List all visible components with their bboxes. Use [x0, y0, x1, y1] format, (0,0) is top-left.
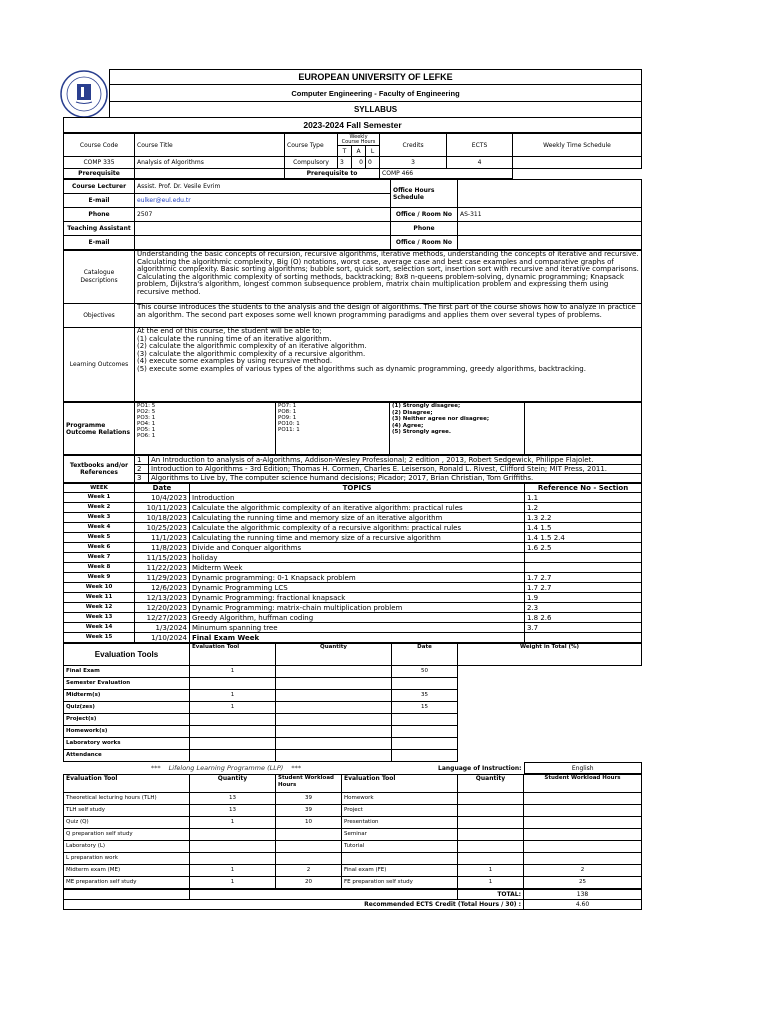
course-code-label: Course Code — [64, 134, 135, 157]
week-cell: Week 10 — [64, 583, 135, 593]
week-cell: Week 6 — [64, 543, 135, 553]
syllabus-header — [63, 69, 642, 133]
po-item: PO6: 1 — [137, 433, 156, 439]
po-item: PO5: 1 — [137, 427, 156, 433]
topics-header: TOPICS — [190, 484, 525, 493]
university-name: EUROPEAN UNIVERSITY OF LEFKE — [110, 70, 642, 85]
schedule-row — [64, 533, 642, 543]
workload-quantity-cell: 1 — [458, 877, 524, 889]
course-info-table — [63, 133, 642, 179]
workload-quantity-cell: 1 — [190, 877, 276, 889]
weekly-hours-label: Weekly Course Hours — [338, 134, 380, 146]
ta-phone-label: Phone — [391, 222, 458, 236]
po-item: PO9: 1 — [278, 415, 297, 421]
workload-tool-cell: Theoretical lecturing hours (TLH) — [64, 793, 190, 805]
workload-row — [64, 865, 642, 877]
topic-cell: Minumum spanning tree — [190, 623, 525, 633]
ects-label: ECTS — [447, 134, 513, 157]
workload-tool-cell: FE preparation self study — [342, 877, 458, 889]
eval-quantity-cell — [190, 726, 276, 738]
course-title-label: Course Title — [135, 134, 285, 157]
eval-quantity-cell — [190, 738, 276, 750]
week-cell: Week 4 — [64, 523, 135, 533]
date-cell: 12/27/2023 — [135, 613, 190, 623]
workload-quantity-cell — [458, 805, 524, 817]
course-type-label: Course Type — [285, 134, 338, 157]
schedule-row — [64, 523, 642, 533]
ects-credit-value: 4.60 — [524, 900, 642, 910]
outcome-line: (5) execute some examples of various types of the algorithms such as dynamic programming, greedy algorithms, backtracking. — [137, 364, 586, 373]
date-cell: 1/10/2024 — [135, 633, 190, 643]
workload-hours-cell — [524, 841, 642, 853]
schedule-row — [64, 633, 642, 643]
workload-tool-cell: Homework — [342, 793, 458, 805]
workload-quantity-cell — [190, 841, 276, 853]
workload-tool-cell: Seminar — [342, 829, 458, 841]
topic-cell: Dynamic Programming LCS — [190, 583, 525, 593]
document-type: SYLLABUS — [110, 102, 642, 118]
scale-item: (1) Strongly disagree; — [392, 403, 461, 409]
reference-cell: 3.7 — [525, 623, 642, 633]
eval-weight-cell: 50 — [392, 666, 458, 678]
eval-quantity-cell — [190, 714, 276, 726]
workload-row — [64, 793, 642, 805]
schedule-row — [64, 493, 642, 503]
scale-item: (5) Strongly agree. — [392, 429, 451, 435]
workload-row — [64, 877, 642, 889]
reference-cell: 1.7 2.7 — [525, 573, 642, 583]
topic-cell: Final Exam Week — [190, 633, 525, 643]
outcome-line: (2) calculate the algorithmic complexity of an iterative algorithm. — [137, 342, 367, 351]
workload-hours-header: Student Workload Hours — [524, 775, 642, 793]
topic-cell: Divide and Conquer algorithms — [190, 543, 525, 553]
schedule-row — [64, 503, 642, 513]
outcome-line: (1) calculate the running time of an iterative algorithm. — [137, 334, 332, 343]
reference-cell: 1.4 1.5 2.4 — [525, 533, 642, 543]
workload-quantity-header: Quantity — [458, 775, 524, 793]
po-item: PO11: 1 — [278, 427, 300, 433]
week-cell: Week 13 — [64, 613, 135, 623]
topic-cell: Dynamic programming: 0-1 Knapsack problem — [190, 573, 525, 583]
workload-hours-cell: 2 — [276, 865, 342, 877]
date-cell: 10/11/2023 — [135, 503, 190, 513]
workload-hours-cell — [276, 841, 342, 853]
reference-cell: 1.1 — [525, 493, 642, 503]
llp-stars: *** — [291, 763, 302, 772]
eval-date-cell — [276, 678, 392, 690]
eval-tool-cell: Final Exam — [64, 666, 190, 678]
reference-text: Algorithms to Live by, The computer science humand decisions; Picador; 2017, Brian Christian, Tom Griffiths. — [149, 474, 642, 483]
workload-tool-cell: Quiz (Q) — [64, 817, 190, 829]
workload-totals — [63, 889, 642, 910]
po-item: PO3: 1 — [137, 415, 156, 421]
topic-cell: holiday — [190, 553, 525, 563]
date-cell: 11/15/2023 — [135, 553, 190, 563]
workload-hours-cell — [524, 817, 642, 829]
eval-tool-cell: Attendance — [64, 750, 190, 762]
eval-weight-cell — [392, 750, 458, 762]
workload-hours-cell: 20 — [276, 877, 342, 889]
eval-quantity-cell — [190, 678, 276, 690]
week-cell: Week 2 — [64, 503, 135, 513]
date-cell: 11/22/2023 — [135, 563, 190, 573]
eval-tool-cell: Homework(s) — [64, 726, 190, 738]
week-header: WEEK — [64, 484, 135, 493]
eval-date-cell — [276, 690, 392, 702]
semester-title: 2023-2024 Fall Semester — [64, 118, 642, 133]
workload-row — [64, 829, 642, 841]
schedule-row — [64, 593, 642, 603]
office-hours-label: Office Hours Schedule — [391, 180, 458, 208]
evaluation-tools-table — [63, 643, 642, 762]
faculty-name: Computer Engineering - Faculty of Engineering — [110, 85, 642, 102]
po-item: PO1: 5 — [137, 403, 156, 409]
workload-row — [64, 841, 642, 853]
outcome-line: At the end of this course, the student will be able to; — [137, 327, 322, 335]
t-hours: 3 — [338, 157, 352, 169]
week-cell: Week 3 — [64, 513, 135, 523]
workload-hours-cell: 2 — [524, 865, 642, 877]
date-cell: 11/8/2023 — [135, 543, 190, 553]
prerequisite-to-label: Prerequisite to — [285, 169, 380, 179]
scale-item: (4) Agree; — [392, 422, 424, 429]
workload-row — [64, 853, 642, 865]
course-code: COMP 335 — [64, 157, 135, 169]
l-hours: 0 — [366, 157, 380, 169]
date-header: Date — [135, 484, 190, 493]
workload-tool-cell: Project — [342, 805, 458, 817]
reference-header: Reference No - Section — [525, 484, 642, 493]
eval-date-cell — [276, 726, 392, 738]
week-cell: Week 1 — [64, 493, 135, 503]
eval-weight-cell — [392, 714, 458, 726]
eval-weight-header: Weight in Total (%) — [458, 644, 642, 666]
ta-label: Teaching Assistant — [64, 222, 135, 236]
workload-quantity-cell: 1 — [458, 865, 524, 877]
workload-hours-cell — [524, 793, 642, 805]
date-cell: 10/4/2023 — [135, 493, 190, 503]
eval-date-cell — [276, 750, 392, 762]
l-label: L — [366, 146, 380, 157]
date-cell: 12/20/2023 — [135, 603, 190, 613]
a-hours: 0 — [352, 157, 366, 169]
eval-date-header: Date — [392, 644, 458, 666]
eval-date-cell — [276, 702, 392, 714]
outcomes-label: Learning Outcomes — [64, 328, 135, 402]
week-cell: Week 11 — [64, 593, 135, 603]
workload-quantity-cell — [458, 853, 524, 865]
scale-item: (3) Neither agree nor disagree; — [392, 416, 490, 422]
outcome-line: (4) execute some examples by using recursive method. — [137, 357, 333, 366]
reference-cell — [525, 553, 642, 563]
week-cell: Week 15 — [64, 633, 135, 643]
workload-tool-cell: Presentation — [342, 817, 458, 829]
credits-label: Credits — [380, 134, 447, 157]
workload-tool-cell — [342, 853, 458, 865]
workload-quantity-cell: 13 — [190, 805, 276, 817]
workload-tool-cell: Midterm exam (ME) — [64, 865, 190, 877]
eval-tool-header: Evaluation Tool — [190, 644, 276, 666]
reference-cell: 1.7 2.7 — [525, 583, 642, 593]
workload-hours-cell — [276, 829, 342, 841]
eval-weight-cell — [392, 738, 458, 750]
schedule-label: Weekly Time Schedule — [513, 134, 642, 157]
prerequisite-label: Prerequisite — [64, 169, 135, 179]
reference-cell: 1.6 2.5 — [525, 543, 642, 553]
office-value: AS-311 — [458, 208, 642, 222]
a-label: A — [352, 146, 366, 157]
reference-text: An Introduction to analysis of a-Algorithms, Addison-Wesley Professional; 2 edition , 2013, Robert Sedgewick, Philippe Flajolet. — [149, 456, 642, 465]
workload-quantity-cell — [458, 817, 524, 829]
eval-tool-cell: Quiz(zes) — [64, 702, 190, 714]
scale-item: (2) Disagree; — [392, 409, 433, 416]
evaluation-row — [64, 678, 642, 690]
reference-cell: 1.3 2.2 — [525, 513, 642, 523]
evaluation-row — [64, 726, 642, 738]
workload-tool-cell: L preparation work — [64, 853, 190, 865]
llp-label: Lifelong Learning Programme (LLP) — [168, 763, 284, 772]
course-type: Compulsory — [285, 157, 338, 169]
week-cell: Week 5 — [64, 533, 135, 543]
po-item: PO4: 1 — [137, 421, 156, 427]
weekly-schedule-table — [63, 483, 642, 643]
workload-quantity-cell — [190, 853, 276, 865]
total-value: 138 — [524, 890, 642, 900]
evaluation-row — [64, 666, 642, 678]
schedule-row — [64, 563, 642, 573]
workload-hours-cell: 39 — [276, 793, 342, 805]
po-item: PO10: 1 — [278, 421, 300, 427]
programme-label: Programme Outcome Relations — [64, 403, 135, 455]
reference-cell: 1.9 — [525, 593, 642, 603]
workload-hours-cell: 25 — [524, 877, 642, 889]
week-cell: Week 8 — [64, 563, 135, 573]
catalogue-text: Understanding the basic concepts of recursion, recursive algorithms, iterative methods, understanding the concepts of iterative and recursive. Calculating the algorithmic complexity, Big (O) notations, worst case, average case and best case examples and comparative graphs of algorithmic complexity. Basic sorting algorithms; bubble sort, quick sort, selection sort, insertion sort with recursive and iterative comparisons. Calculating the algorithmic complexity of sorting methods, backtracking; 8x8 n-queens problem-solving, dynamic programming; Knapsack problem, Dijkstra's algorithm, longest common subsequence problem, matrix chain multiplication problem and expressing them using recursive method. — [135, 251, 642, 304]
eval-weight-cell — [392, 678, 458, 690]
schedule-row — [64, 623, 642, 633]
evaluation-tools-label: Evaluation Tools — [64, 644, 190, 666]
eval-weight-cell — [392, 726, 458, 738]
schedule-row — [64, 543, 642, 553]
reference-cell: 1.8 2.6 — [525, 613, 642, 623]
reference-number: 3 — [135, 474, 149, 483]
workload-tool-cell: Q preparation self study — [64, 829, 190, 841]
references-table — [63, 455, 642, 483]
reference-cell — [525, 563, 642, 573]
po-item: PO7: 1 — [278, 403, 297, 409]
date-cell: 11/29/2023 — [135, 573, 190, 583]
workload-hours-cell — [276, 853, 342, 865]
workload-hours-cell: 39 — [276, 805, 342, 817]
lecturer-email-link[interactable]: eulker@eul.edu.tr — [135, 194, 391, 208]
workload-quantity-cell — [458, 829, 524, 841]
eval-date-cell — [276, 714, 392, 726]
topic-cell: Dynamic Programming: matrix-chain multiplication problem — [190, 603, 525, 613]
workload-tool-header: Evaluation Tool — [342, 775, 458, 793]
eval-quantity-cell: 1 — [190, 690, 276, 702]
workload-quantity-cell: 1 — [190, 865, 276, 877]
catalogue-label: Catalogue Descriptions — [64, 251, 135, 304]
po-item: PO2: 5 — [137, 409, 156, 415]
eval-weight-cell: 35 — [392, 690, 458, 702]
reference-cell — [525, 633, 642, 643]
office-label: Office / Room No — [391, 208, 458, 222]
ects-credit-label: Recommended ECTS Credit (Total Hours / 30) : — [64, 900, 524, 910]
workload-tool-cell: Tutorial — [342, 841, 458, 853]
schedule-row — [64, 573, 642, 583]
schedule-row — [64, 553, 642, 563]
description-table — [63, 250, 642, 402]
workload-hours-cell — [524, 829, 642, 841]
workload-quantity-cell: 1 — [190, 817, 276, 829]
topic-cell: Dynamic Programming: fractional knapsack — [190, 593, 525, 603]
evaluation-row — [64, 714, 642, 726]
eval-date-cell — [276, 666, 392, 678]
po-item: PO8: 1 — [278, 409, 297, 415]
workload-quantity-cell — [458, 841, 524, 853]
workload-hours-cell: 10 — [276, 817, 342, 829]
workload-row — [64, 817, 642, 829]
reference-text: Introduction to Algorithms - 3rd Edition; Thomas H. Cormen, Charles E. Leiserson, Ronald L. Rivest, Clifford Stein; MIT Press, 2011. — [149, 465, 642, 474]
date-cell: 10/18/2023 — [135, 513, 190, 523]
prerequisite-to-value: COMP 466 — [380, 169, 513, 179]
lecturer-table — [63, 179, 642, 250]
lecturer-label: Course Lecturer — [64, 180, 135, 194]
phone-label: Phone — [64, 208, 135, 222]
date-cell: 1/3/2024 — [135, 623, 190, 633]
language-value: English — [524, 763, 642, 774]
date-cell: 11/1/2023 — [135, 533, 190, 543]
topic-cell: Calculating the running time and memory size of a recursive algorithm — [190, 533, 525, 543]
objectives-text: This course introduces the students to the analysis and the design of algorithms. The first part of the course shows how to analyze in practice an algorithm. The second part exposes some well known programming paradigms and applies them over several types of problems. — [135, 304, 642, 328]
date-cell: 10/25/2023 — [135, 523, 190, 533]
evaluation-row — [64, 702, 642, 714]
references-label: Textbooks and/or References — [64, 456, 135, 483]
ta-office-label: Office / Room No — [391, 236, 458, 250]
eval-quantity-cell — [190, 750, 276, 762]
eval-tool-cell: Laboratory works — [64, 738, 190, 750]
outcome-line: (3) calculate the algorithmic complexity of a recursive algorithm. — [137, 349, 366, 358]
workload-quantity-cell — [458, 793, 524, 805]
workload-hours-header: Student Workload Hours — [276, 775, 342, 793]
week-cell: Week 9 — [64, 573, 135, 583]
eval-quantity-cell: 1 — [190, 666, 276, 678]
reference-number: 2 — [135, 465, 149, 474]
reference-number: 1 — [135, 456, 149, 465]
eval-quantity-header: Quantity — [276, 644, 392, 666]
eval-weight-cell: 15 — [392, 702, 458, 714]
total-label: TOTAL: — [458, 890, 524, 900]
t-label: T — [338, 146, 352, 157]
workload-tool-header: Evaluation Tool — [64, 775, 190, 793]
eval-tool-cell: Project(s) — [64, 714, 190, 726]
date-cell: 12/6/2023 — [135, 583, 190, 593]
date-cell: 12/13/2023 — [135, 593, 190, 603]
reference-cell: 2.3 — [525, 603, 642, 613]
outcomes-list — [135, 328, 642, 402]
topic-cell: Greedy Algorithm, huffman coding — [190, 613, 525, 623]
workload-quantity-cell — [190, 829, 276, 841]
schedule-row — [64, 583, 642, 593]
week-cell: Week 14 — [64, 623, 135, 633]
workload-tool-cell: TLH self study — [64, 805, 190, 817]
eval-date-cell — [276, 738, 392, 750]
email-label: E-mail — [64, 194, 135, 208]
schedule-row — [64, 513, 642, 523]
topic-cell: Calculate the algorithmic complexity of an iterative algorithm: practical rules — [190, 503, 525, 513]
workload-hours-cell — [524, 853, 642, 865]
language-label: Language of Instruction: — [438, 764, 522, 772]
workload-tool-cell: Final exam (FE) — [342, 865, 458, 877]
credits-value: 3 — [380, 157, 447, 169]
topic-cell: Introduction — [190, 493, 525, 503]
schedule-row — [64, 603, 642, 613]
llp-table — [63, 762, 642, 774]
workload-table — [63, 774, 642, 889]
week-cell: Week 7 — [64, 553, 135, 563]
topic-cell: Calculate the algorithmic complexity of a recursive algorithm: practical rules — [190, 523, 525, 533]
workload-quantity-header: Quantity — [190, 775, 276, 793]
eval-tool-cell: Midterm(s) — [64, 690, 190, 702]
reference-cell: 1.2 — [525, 503, 642, 513]
course-title: Analysis of Algorithms — [135, 157, 285, 169]
evaluation-row — [64, 690, 642, 702]
week-cell: Week 12 — [64, 603, 135, 613]
workload-tool-cell: Laboratory (L) — [64, 841, 190, 853]
lecturer-name: Assist. Prof. Dr. Vesile Evrim — [135, 180, 391, 194]
topic-cell: Midterm Week — [190, 563, 525, 573]
eval-quantity-cell: 1 — [190, 702, 276, 714]
workload-quantity-cell: 13 — [190, 793, 276, 805]
workload-row — [64, 805, 642, 817]
ects-value: 4 — [447, 157, 513, 169]
objectives-label: Objectives — [64, 304, 135, 328]
llp-stars: *** — [150, 763, 161, 772]
schedule-row — [64, 613, 642, 623]
eval-tool-cell: Semester Evaluation — [64, 678, 190, 690]
reference-cell: 1.4 1.5 — [525, 523, 642, 533]
workload-tool-cell: ME preparation self study — [64, 877, 190, 889]
evaluation-row — [64, 750, 642, 762]
ta-email-label: E-mail — [64, 236, 135, 250]
workload-hours-cell — [524, 805, 642, 817]
lecturer-phone: 2507 — [135, 208, 391, 222]
topic-cell: Calculating the running time and memory size of an iterative algorithm — [190, 513, 525, 523]
evaluation-row — [64, 738, 642, 750]
programme-outcomes-table — [63, 402, 642, 455]
